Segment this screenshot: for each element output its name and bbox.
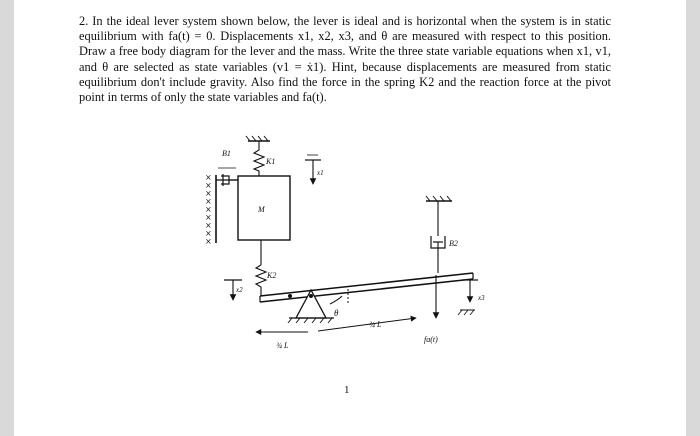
- label-k1: K1: [266, 157, 276, 166]
- right-length-dimension: [318, 318, 416, 331]
- lever-bar: [260, 273, 473, 302]
- svg-text:×: ×: [205, 205, 212, 214]
- spring-k2: [256, 265, 266, 296]
- label-mass: M: [258, 205, 265, 214]
- ground-top-k1: [246, 136, 270, 141]
- svg-text:×: ×: [205, 221, 212, 230]
- svg-text:×: ×: [205, 173, 212, 182]
- label-k2: K2: [267, 271, 277, 280]
- label-force: fa(t): [424, 335, 438, 344]
- problem-text: 2. In the ideal lever system shown below, the lever is ideal and is horizontal when the system is in static equilibrium with fa(t) = 0. Displacements x1, x2, x3, and θ are measured with respect to this position. Draw a free body diagram for the lever and the mass. Write the three state variable equations when x1, v1, and θ are selected as state variables (v1 = ẋ1). Hint, because displacements are measured from static equilibrium don't include gravity. Also find the force in the spring K2 and the reaction force at the pivot point in terms of only the state variables and fa(t).: [79, 14, 611, 105]
- label-b1: B1: [222, 149, 231, 158]
- svg-text:×: ×: [205, 237, 212, 246]
- ground-top-b2: [426, 196, 452, 201]
- x3-indicator: [458, 280, 478, 315]
- label-right-length: ¾ L: [369, 320, 382, 329]
- page-number: 1: [344, 384, 350, 396]
- damper-b1: [216, 168, 238, 186]
- theta-indicator: [330, 289, 348, 305]
- label-x3: x3: [478, 294, 485, 302]
- damper-b2: [431, 201, 445, 273]
- svg-text:×: ×: [205, 197, 212, 206]
- svg-text:×: ×: [205, 229, 212, 238]
- label-x2: x2: [236, 286, 243, 294]
- svg-text:×: ×: [205, 213, 212, 222]
- svg-text:×: ×: [205, 189, 212, 198]
- left-wall: [205, 173, 216, 246]
- label-left-length: ¾ L: [276, 341, 289, 350]
- spring-k1: [254, 141, 264, 176]
- svg-text:×: ×: [205, 181, 212, 190]
- label-theta: θ: [334, 308, 339, 318]
- label-b2: B2: [449, 239, 458, 248]
- label-x1: x1: [317, 169, 324, 177]
